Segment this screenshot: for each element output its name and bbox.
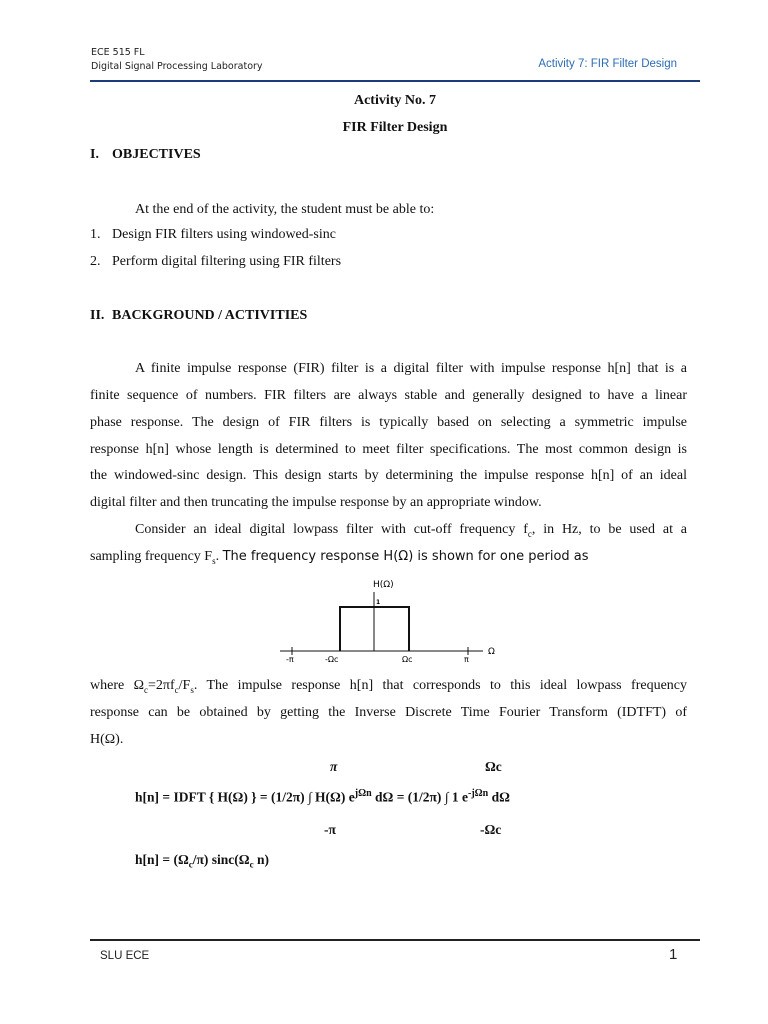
figure-tick-label: π — [464, 655, 469, 664]
section-title: BACKGROUND / ACTIVITIES — [112, 308, 308, 323]
footer-divider — [90, 939, 700, 941]
objectives-heading — [90, 147, 201, 163]
paragraph-line: H(Ω). — [90, 732, 124, 747]
idtft-equation: h[n] = IDFT { H(Ω) } = (1/2π) ∫ H(Ω) $e^{j\Omega n}$ dΩ = (1/2π) ∫ 1 $e^{-j\Omega n}$ dΩ — [135, 788, 510, 805]
paragraph-line: A finite impulse response (FIR) filter is a digital filter with impulse response h[n] that is a — [135, 361, 687, 376]
paragraph-line: Consider an ideal digital lowpass filter with cut-off frequency $f_c$, in Hz, to be used at a — [135, 522, 687, 539]
footer-label: SLU ECE — [100, 950, 150, 962]
paragraph-line: finite sequence of numbers. FIR filters are always stable and generally designed to have a linear — [90, 388, 687, 403]
figure-ylabel: H(Ω) — [373, 580, 394, 590]
objective-item — [90, 227, 687, 243]
activity-topic: FIR Filter Design — [342, 120, 448, 135]
objective-text: Design FIR filters using windowed-sinc — [112, 227, 336, 242]
paragraph-line: phase response. The design of FIR filters is typically based on selecting a symmetric impulse — [90, 415, 687, 430]
activity-reference: Activity 7: FIR Filter Design — [538, 58, 677, 70]
integral-upper-limit: Ωc — [485, 759, 502, 774]
course-code: ECE 515 FL — [91, 47, 145, 58]
section-title: OBJECTIVES — [112, 147, 201, 162]
objective-number: 2. — [90, 254, 101, 269]
objective-text: Perform digital filtering using FIR filters — [112, 254, 342, 269]
figure-xlabel: Ω — [488, 647, 495, 657]
sinc-equation: $h[n] = (\Omega_c/\pi)$ $\sin c(\Omega_c$ n) — [135, 852, 269, 870]
integral-lower-limit: -π — [324, 822, 336, 837]
paragraph-line: sampling frequency $F_s$. The frequency response H(Ω) is shown for one period as — [90, 549, 589, 566]
integral-lower-limit: -Ωc — [480, 822, 502, 837]
figure-peak-label: 1 — [376, 599, 381, 606]
integral-upper-limit: π — [330, 759, 338, 774]
paragraph-line: where $\Omega_c=2\pi f_c/F_s$. The impulse response h[n] that corresponds to this ideal lowpass frequency — [90, 678, 687, 695]
paragraph-line: the windowed-sinc design. This design starts by determining the impulse response h[n] of an ideal — [90, 468, 687, 483]
objective-number: 1. — [90, 227, 101, 242]
section-number: II. — [90, 308, 105, 323]
objectives-intro: At the end of the activity, the student must be able to: — [135, 202, 435, 217]
background-heading — [90, 308, 307, 324]
paragraph-line: response h[n] whose length is determined to meet filter specifications. The most common design is — [90, 442, 687, 457]
lab-name: Digital Signal Processing Laboratory — [91, 61, 263, 72]
page-number: 1 — [669, 946, 678, 963]
figure-tick-label: -π — [286, 655, 294, 664]
page-header-left — [91, 46, 263, 74]
paragraph-line: response can be obtained by getting the Inverse Discrete Time Fourier Transform (IDTFT) of — [90, 705, 687, 720]
figure-tick-label: -Ωc — [325, 655, 339, 664]
figure-tick-label: Ωc — [402, 655, 413, 664]
section-number: I. — [90, 147, 99, 162]
activity-title: Activity No. 7 — [353, 93, 437, 108]
lowpass-response-figure — [278, 574, 508, 674]
header-divider — [90, 80, 700, 82]
objective-item — [90, 254, 687, 270]
paragraph-line: digital filter and then truncating the impulse response by an appropriate window. — [90, 495, 542, 510]
